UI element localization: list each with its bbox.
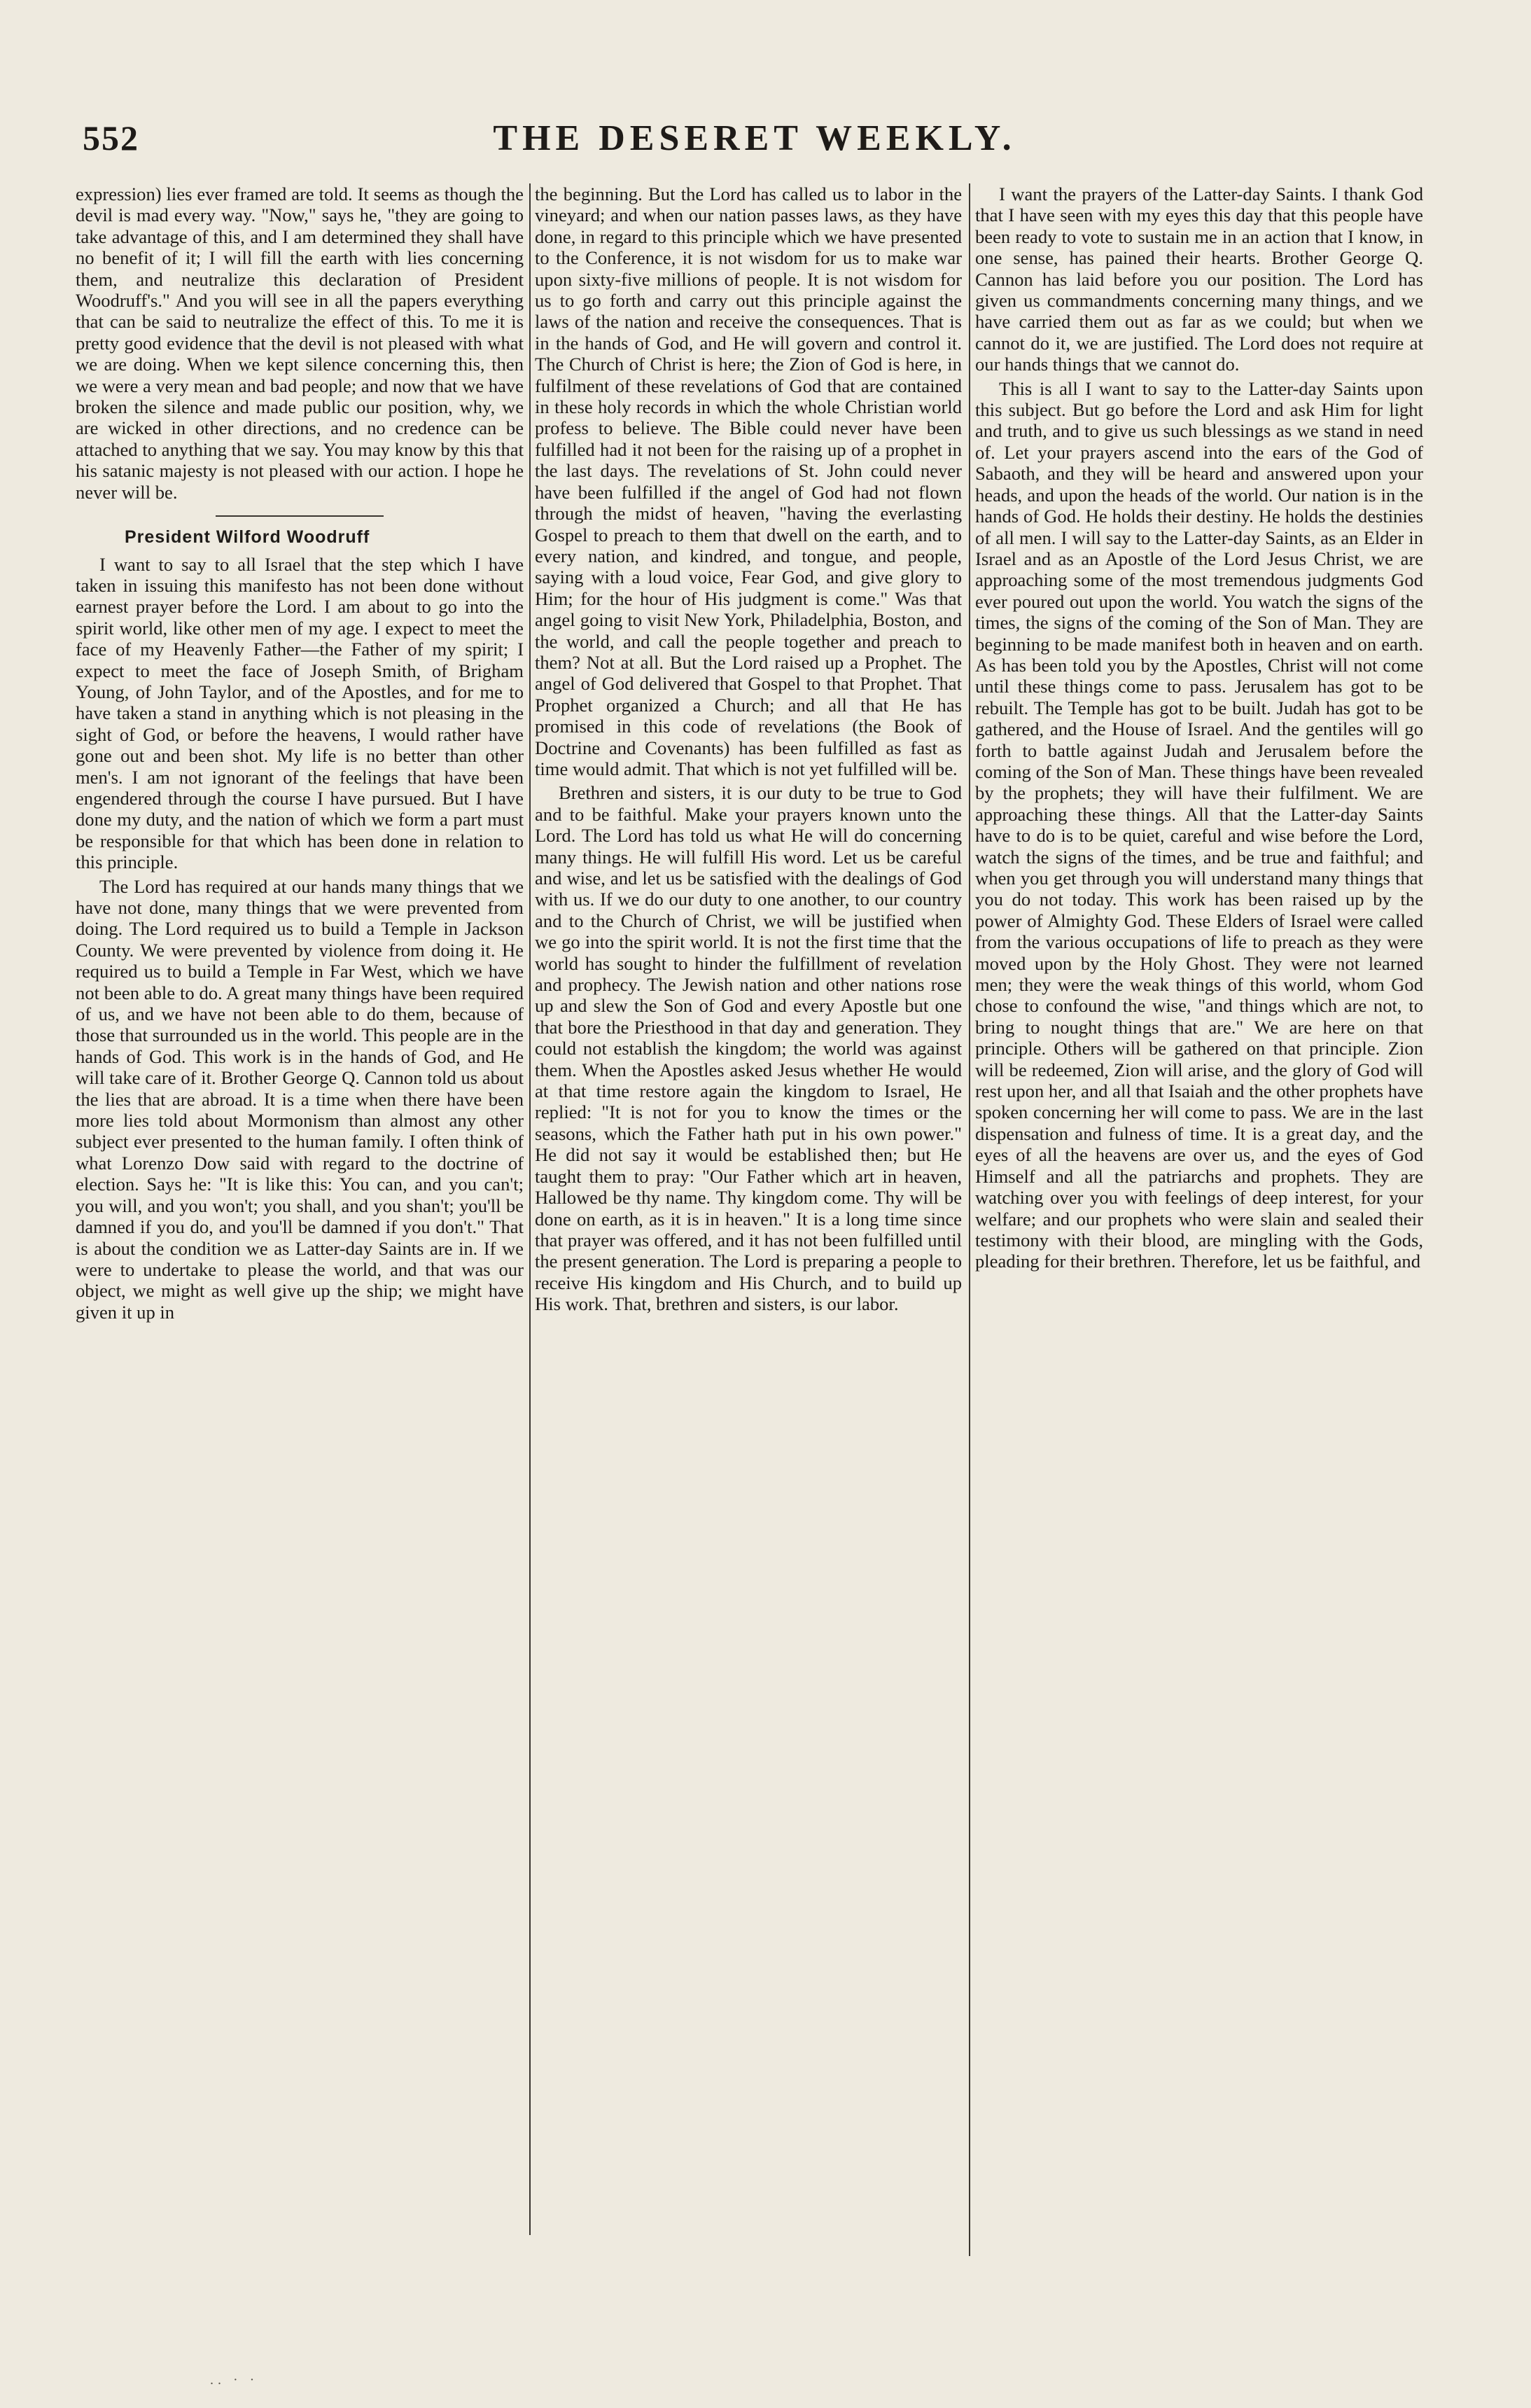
column-1 [76,183,524,2256]
paragraph: The Lord has required at our hands many things that we have not done, many things that we were prevented from doing. The Lord required us to build a Temple in Jackson County. We were prevented by violence from doing it. He required us to build a Temple in Far West, which we have not been able to do. A great many things have been required of us, and we have not been able to do them, because of those that surrounded us in the world. This people are in the hands of God. This work is in the hands of God, and He will take care of it. Brother George Q. Cannon told us about the lies that are abroad. It is a time when there have been more lies told about Mormonism than almost any other subject ever presented to the human family. I often think of what Lorenzo Dow said with regard to the doctrine of election. Says he: "It is like this: You can, and you can't; you will, and you won't; you shall, and you shan't; you'll be damned if you do, and you'll be damned if you don't." That is about the condition we as Latter-day Saints are in. If we were to undertake to please the world, and that was our object, we might as well give up the ship; we might have given it up in [76,875,524,1323]
article-columns [76,183,1423,2256]
page-number: 552 [83,118,139,158]
column-rule [529,183,531,2235]
column-3 [975,183,1423,2256]
masthead-title: THE DESERET WEEKLY. [493,118,1016,158]
paragraph: Brethren and sisters, it is our duty to be true to God and to be faithful. Make your prayers known unto the Lord. The Lord has told us what He will do concerning many things. He will fulfill His word. Let us be careful and wise, and let us be satisfied with the dealings of God with us. If we do our duty to one another, to our country and to the Church of Christ, we will be justified when we go into the spirit world. It is not the first time that the world has sought to hinder the fulfillment of revelation and prophecy. The Jewish nation and other nations rose up and slew the Son of God and every Apostle but one that bore the Priesthood in that day and generation. They could not establish the kingdom; the world was against them. When the Apostles asked Jesus whether He would at that time restore again the kingdom to Israel, He replied: "It is not for you to know the times or the seasons, which the Father hath put in his own power." He did not say it would be established then; but He taught them to pray: "Our Father which art in heaven, Hallowed be thy name. Thy kingdom come. Thy will be done on earth, as it is in heaven." It is a long time since that prayer was offered, and it has not been fulfilled until the present generation. The Lord is preparing a people to receive His kingdom and His Church, and to build up His work. That, brethren and sisters, is our labor. [535,782,962,1315]
paragraph: I want to say to all Israel that the step which I have taken in issuing this manifesto has not been done without earnest prayer before the Lord. I am about to go into the spirit world, like other men of my age. I expect to meet the face of my Heavenly Father—the Father of my spirit; I expect to meet the face of Joseph Smith, of Brigham Young, of John Taylor, and of the Apostles, and for me to have taken a stand in anything which is not pleasing in the sight of God, or before the heavens, I would rather have gone out and been shot. My life is no better than other men's. I am not ignorant of the feelings that have been engendered through the course I have pursued. But I have done my duty, and the nation of which we form a part must be responsible for that which has been done in relation to this principle. [76,553,524,873]
paragraph: expression) lies ever framed are told. It seems as though the devil is mad every way. "Now," says he, "they are going to take advantage of this, and I am determined they shall have no benefit of it; I will fill the earth with lies concerning them, and neutralize this declaration of President Woodruff's." And you will see in all the papers everything that can be said to neutralize the effect of this. To me it is pretty good evidence that the devil is not pleased with what we are doing. When we kept silence concerning this, then we were a very mean and bad people; and now that we have broken the silence and made public our position, why, we are wicked in other directions, and no credence can be attached to anything that we say. You may know by this that his satanic majesty is not pleased with our action. I hope he never will be. [76,183,524,503]
section-divider [216,515,384,517]
page-header [83,118,1427,174]
column-rule [969,183,970,2256]
section-heading: President Wilford Woodruff [125,527,370,548]
paragraph: the beginning. But the Lord has called us to labor in the vineyard; and when our nation passes laws, as they have done, in regard to this principle which we have presented to the Conference, it is not wisdom for us to make war upon sixty-five millions of people. It is not wisdom for us to go forth and carry out this principle against the laws of the nation and receive the consequences. That is in the hands of God, and He will govern and control it. The Church of Christ is here; the Zion of God is here, in fulfilment of these revelations of God that are contained in these holy records in which the whole Christian world profess to believe. The Bible could never have been fulfilled had it not been for the raising up of a prophet in the last days. The revelations of St. John could never have been fulfilled if the angel of God had not flown through the midst of heaven, "having the everlasting Gospel to preach to them that dwell on the earth, and to every nation, and kindred, and tongue, and people, saying with a loud voice, Fear God, and give glory to Him; for the hour of His judgment is come." Was that angel going to visit New York, Philadelphia, Boston, and the world, and call the people together and preach to them? Not at all. But the Lord raised up a Prophet. The angel of God delivered that Gospel to that Prophet. That Prophet organized a Church; and all that He has promised in this code of revelations (the Book of Doctrine and Covenants) has been fulfilled as fast as time would admit. That which is not yet fulfilled will be. [535,183,962,779]
footer-marks: .. · · [210,2372,259,2388]
column-2 [535,183,962,2256]
paragraph: I want the prayers of the Latter-day Saints. I thank God that I have seen with my eyes this day that this people have been ready to vote to sustain me in an action that I know, in one sense, has pained their hearts. Brother George Q. Cannon has laid before you our position. The Lord has given us commandments concerning many things, and we have carried them out as far as we could; but when we cannot do it, we are justified. The Lord does not require at our hands things that we cannot do. [975,183,1423,375]
paragraph: This is all I want to say to the Latter-day Saints upon this subject. But go before the Lord and ask Him for light and truth, and to give us such blessings as we stand in need of. Let your prayers ascend into the ears of the God of Sabaoth, and they will be heard and answered upon your heads, and upon the heads of the world. Our nation is in the hands of God. He holds their destiny. He holds the destinies of all men. I will say to the Latter-day Saints, as an Elder in Israel and as an Apostle of the Lord Jesus Christ, we are approaching some of the most tremendous judgments God ever poured out upon the world. You watch the signs of the times, the signs of the coming of the Son of Man. They are beginning to be made manifest both in heaven and on earth. As has been told you by the Apostles, Christ will not come until these things come to pass. Jerusalem has got to be rebuilt. The Temple has got to be built. Judah has got to be gathered, and the House of Israel. And the gentiles will go forth to battle against Judah and Jerusalem before the coming of the Son of Man. These things have been revealed by the prophets; they will have their fulfilment. We are approaching these things. All that the Latter-day Saints have to do is to be quiet, careful and wise before the Lord, watch the signs of the times, and be true and faithful; and when you get through you will understand many things that you do not today. This work has been raised up by the power of Almighty God. These Elders of Israel were called from the various occupations of life to preach as they were moved upon by the Holy Ghost. They were not learned men; they were the weak things of this world, whom God chose to confound the wise, "and things which are not, to bring to nought things that are." We are here on that principle. Others will be gathered on that principle. Zion will be redeemed, Zion will arise, and the glory of God will rest upon her, and all that Isaiah and the other prophets have spoken concerning her will come to pass. We are in the last dispensation and fulness of time. It is a great day, and the eyes of all the heavens are over us, and the eyes of God Himself and all the patriarchs and prophets. They are watching over you with feelings of deep interest, for your welfare; and our prophets who were slain and sealed their testimony with their blood, are mingling with the Gods, pleading for their brethren. Therefore, let us be faithful, and [975,377,1423,1272]
